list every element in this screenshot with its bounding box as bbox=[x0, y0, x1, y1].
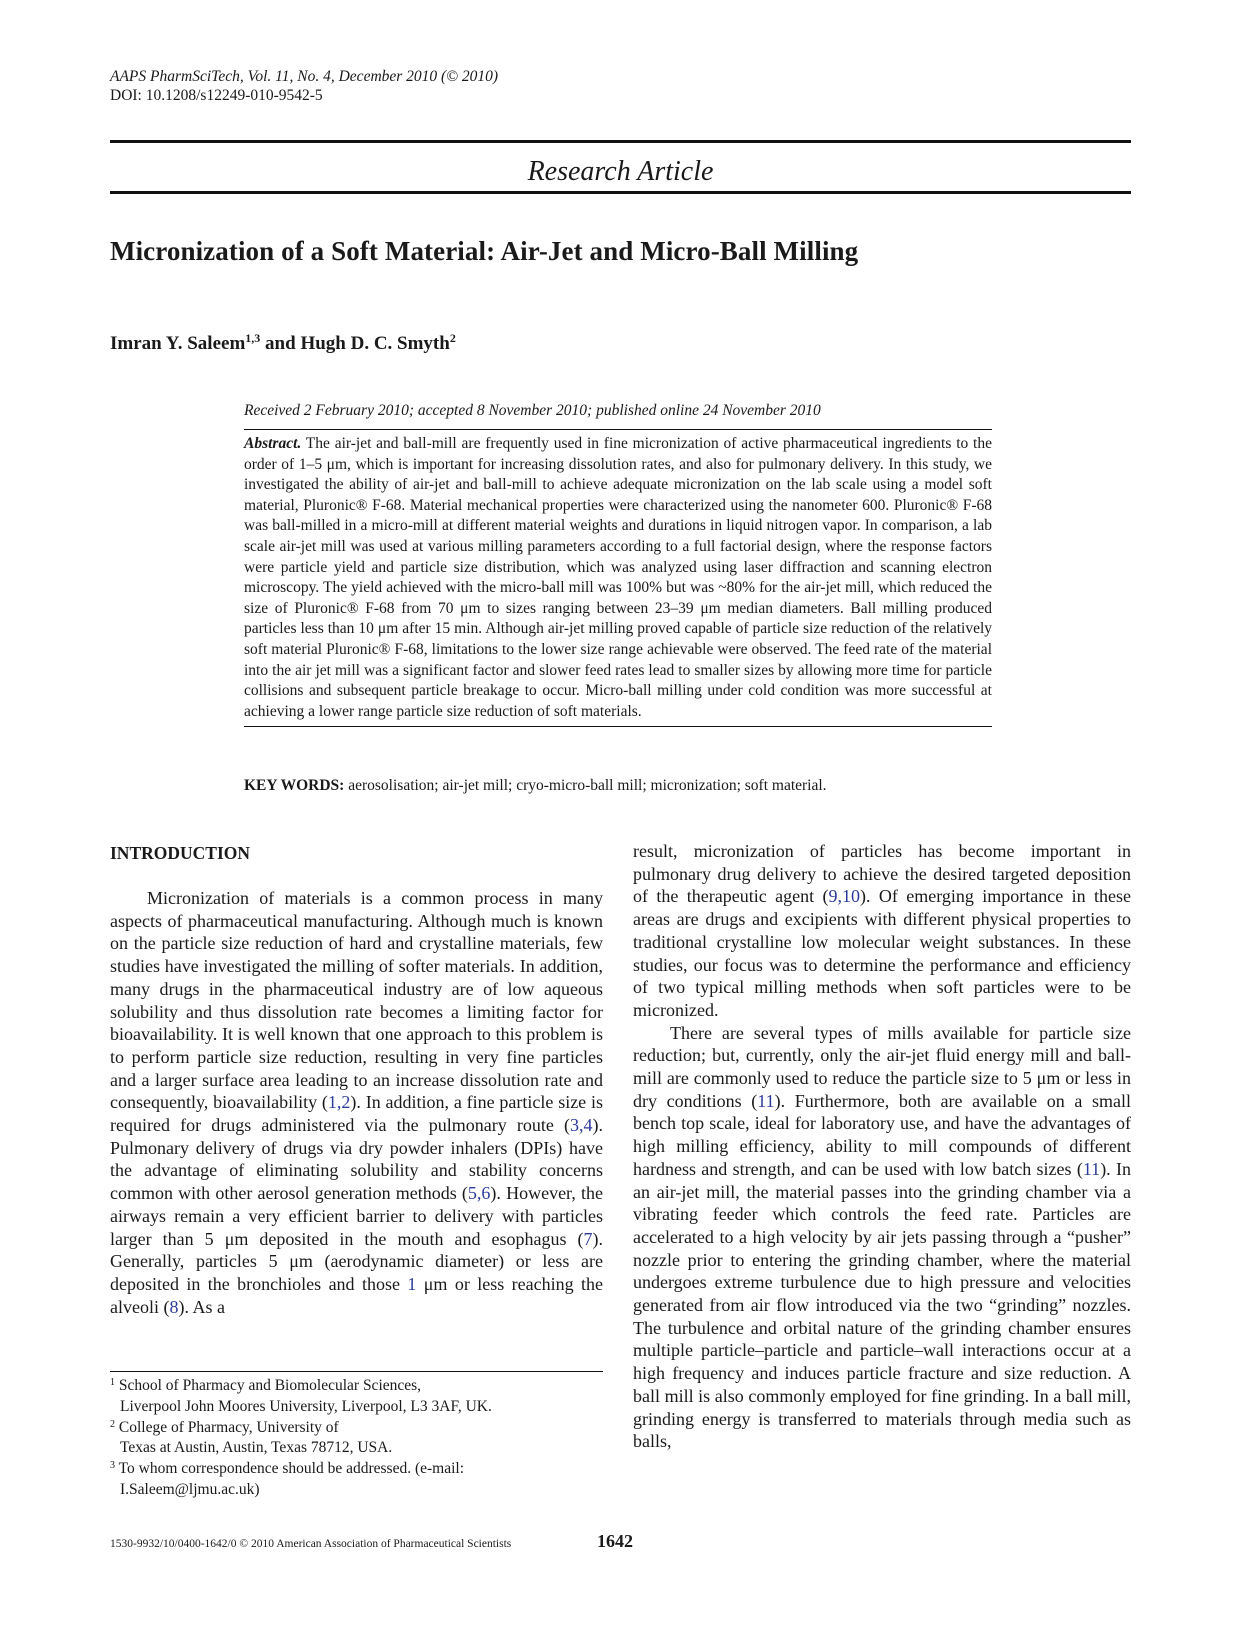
header-rule-top bbox=[110, 140, 1131, 143]
article-title: Micronization of a Soft Material: Air-Jet and Micro-Ball Milling bbox=[110, 236, 859, 266]
keywords-text: aerosolisation; air-jet mill; cryo-micro-ball mill; micronization; soft material. bbox=[348, 777, 827, 794]
footnote: $^3$ To whom correspondence should be addressed. (e-mail: bbox=[110, 1460, 465, 1478]
body-column-right bbox=[633, 840, 1131, 1453]
abstract-label: Abstract. bbox=[244, 435, 302, 452]
copyright-line: 1530-9932/10/0400-1642/0 © 2010 American Association of Pharmaceutical Scientists bbox=[110, 1538, 512, 1550]
doi: DOI: 10.1208/s12249-010-9542-5 bbox=[110, 87, 323, 104]
keywords-label: KEY WORDS: bbox=[244, 777, 345, 794]
affiliation-mark: 2 bbox=[449, 331, 456, 345]
citation-link[interactable]: 7 bbox=[583, 1228, 593, 1249]
author-name: Hugh D. C. Smyth bbox=[300, 333, 450, 354]
citation-link[interactable]: 5,6 bbox=[467, 1183, 491, 1204]
citation-link[interactable]: 11 bbox=[757, 1090, 775, 1111]
citation-link[interactable]: 1,2 bbox=[327, 1092, 351, 1113]
footnote-continuation: Texas at Austin, Austin, Texas 78712, USA. bbox=[120, 1439, 393, 1457]
keywords bbox=[244, 777, 827, 795]
footnote-continuation: I.Saleem@ljmu.ac.uk) bbox=[120, 1480, 260, 1498]
footnotes bbox=[110, 1376, 610, 1501]
citation-link[interactable]: 8 bbox=[169, 1296, 179, 1317]
footnote: $^2$ College of Pharmacy, University of bbox=[110, 1418, 339, 1436]
journal-citation: AAPS PharmSciTech, Vol. 11, No. 4, December 2010 (© 2010) bbox=[110, 68, 499, 85]
paragraph: Micronization of materials is a common process in many aspects of pharmaceutical manufacturing. Although much is known on the particle size reduction of hard and crystalline materials, few studies have investigated the milling of softer materials. In addition, many drugs in the pharmaceutical industry are of low aqueous solubility and thus dissolution rate becomes a limiting factor for bioavailability. It is well known that one approach to this problem is to perform particle size reduction, resulting in very fine particles and a larger surface area leading to an increase dissolution rate and consequently, bioavailability (1,2). In addition, a fine particle size is required for drugs administered via the pulmonary route (3,4). Pulmonary delivery of drugs via dry powder inhalers (DPIs) have the advantage of eliminating solubility and stability concerns common with other aerosol generation methods (5,6). However, the airways remain a very efficient barrier to delivery with particles larger than 5 μm deposited in the mouth and esophagus (7). Generally, particles 5 μm (aerodynamic diameter) or less are deposited in the bronchioles and those 1 μm or less reaching the alveoli (8). As a bbox=[110, 888, 603, 1317]
header-rule-bottom bbox=[110, 191, 1131, 194]
received-dates: Received 2 February 2010; accepted 8 November 2010; published online 24 November 2010 bbox=[244, 402, 821, 419]
author-name: Imran Y. Saleem bbox=[110, 333, 246, 354]
affiliation-mark: 1,3 bbox=[245, 331, 261, 345]
footnote-continuation: Liverpool John Moores University, Liverpool, L3 3AF, UK. bbox=[120, 1397, 492, 1415]
citation-link[interactable]: 11 bbox=[1082, 1158, 1101, 1179]
footnote: $^1$ School of Pharmacy and Biomolecular Sciences, bbox=[110, 1377, 422, 1394]
body-column-left bbox=[110, 887, 603, 1318]
citation-link[interactable]: 1 bbox=[407, 1273, 417, 1294]
section-heading: INTRODUCTION bbox=[110, 843, 251, 863]
abstract-text: The air-jet and ball-mill are frequently used in fine micronization of active pharmaceutical ingredients to the order of 1–5 μm, which is important for increasing dissolution rates, and also for pulmonary delivery. In this study, we investigated the ability of air-jet and ball-mill to achieve adequate micronization on the lab scale using a model soft material, Pluronic® F-68. Material mechanical properties were characterized using the nanometer 600. Pluronic® F-68 was ball-milled in a micro-mill at different material weights and durations in liquid nitrogen vapor. In comparison, a lab scale air-jet mill was used at various milling parameters according to a full factorial design, where the response factors were particle yield and particle size distribution, which was analyzed using laser diffraction and scanning electron microscopy. The yield achieved with the micro-ball mill was 100% but was ~80% for the air-jet mill, which reduced the size of Pluronic® F-68 from 70 μm to sizes ranging between 23–39 μm median diameters. Ball milling produced particles less than 10 μm after 15 min. Although air-jet milling proved capable of particle size reduction of the relatively soft material Pluronic® F-68, limitations to the lower size range achievable were observed. The feed rate of the material into the air jet mill was a significant factor and slower feed rates lead to smaller sizes by allowing more time for particle collisions and subsequent particle breakage to occur. Micro-ball milling under cold condition was more successful at achieving a lower range particle size reduction of soft materials. bbox=[244, 435, 992, 720]
footnote-rule bbox=[110, 1371, 603, 1372]
citation-link[interactable]: 3,4 bbox=[570, 1115, 593, 1136]
author-list bbox=[110, 333, 456, 355]
section-label: Research Article bbox=[527, 156, 714, 187]
citation-link[interactable]: 9,10 bbox=[828, 886, 860, 907]
paragraph: There are several types of mills available for particle size reduction; but, currently, only the air-jet fluid energy mill and ball-mill are commonly used to reduce the particle size to 5 μm or less in dry conditions (11). Furthermore, both are available on a small bench top scale, ideal for laboratory use, and have the advantages of high milling efficiency, ability to mill compounds of different hardness and strength, and can be used with low batch sizes (11). In an air-jet mill, the material passes into the grinding chamber via a vibrating feeder which controls the feed rate. Particles are accelerated to a high velocity by air jets passing through a “pusher” nozzle prior to entering the grinding chamber, where the material undergoes extreme turbulence due to high pressure and velocities generated from air flow introduced via the two “grinding” nozzles. The turbulence and orbital nature of the grinding chamber ensures multiple particle–particle and particle–wall interactions occur at a high frequency and induces particle fracture and size reduction. A ball mill is also commonly employed for fine grinding. In a ball mill, grinding energy is transferred to materials through media such as balls, bbox=[633, 1022, 1131, 1452]
page-number: 1642 bbox=[597, 1531, 633, 1551]
author-conjunction: and bbox=[265, 333, 296, 354]
abstract bbox=[244, 429, 992, 727]
paragraph: result, micronization of particles has become important in pulmonary drug delivery to achieve the desired targeted deposition of the therapeutic agent (9,10). Of emerging importance in these areas are drugs and excipients with different physical properties to traditional crystalline low molecular weight substances. In these studies, our focus was to determine the performance and efficiency of two typical milling methods when soft particles were to be micronized. bbox=[633, 841, 1131, 1020]
